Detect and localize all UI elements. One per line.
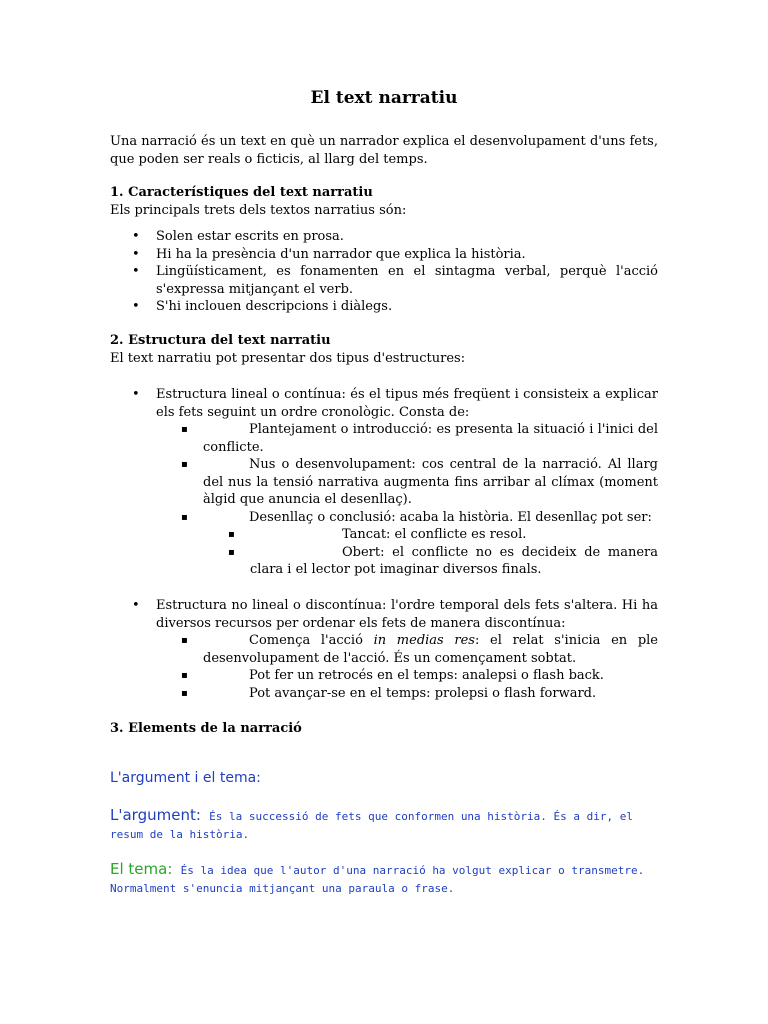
list-item	[156, 667, 658, 685]
list-item-text: Nus o desenvolupament: cos central de la narració. Al llarg del nus la tensió narrativa augmenta fins arribar al clímax (moment àlgid que anuncia el desenllaç).	[203, 457, 658, 507]
list-item: • Hi ha la presència d'un narrador que explica la història.	[110, 246, 658, 264]
argument-tema-subheading: L'argument i el tema:	[110, 770, 261, 786]
list-item: • S'hi inclouen descripcions i diàlegs.	[110, 298, 658, 316]
argument-text: És la successió de fets que conformen una història. És a dir, el resum de la història.	[110, 810, 633, 841]
list-item	[203, 544, 658, 579]
intro-paragraph: Una narració és un text en què un narrador explica el desenvolupament d'uns fets, que poden ser reals o ficticis, al llarg del temps.	[110, 134, 658, 167]
list-item	[156, 456, 658, 509]
section2-lead: El text narratiu pot presentar dos tipus d'estructures:	[110, 351, 466, 366]
list-item	[156, 632, 658, 667]
list-item-text: Obert: el conflicte no es decideix de manera clara i el lector pot imaginar diversos finals.	[250, 544, 658, 577]
lineal-sublist	[156, 421, 658, 579]
list-item: • Solen estar escrits en prosa.	[110, 228, 658, 246]
list-item-text: Tancat: el conflicte es resol.	[342, 527, 527, 542]
document-title: El text narratiu	[310, 88, 458, 108]
desenllac-sublist	[203, 526, 658, 579]
list-item	[156, 509, 658, 579]
tema-definition	[110, 860, 660, 898]
nolineal-sublist	[156, 632, 658, 702]
list-item-nolineal	[110, 597, 658, 702]
tema-text: És la idea que l'autor d'una narració ha volgut explicar o transmetre. Normalment s'enuncia mitjançant una paraula o frase.	[110, 864, 645, 895]
structure-lineal-list	[110, 386, 658, 579]
section1-heading: 1. Característiques del text narratiu	[110, 185, 373, 200]
list-item-text: Comença l'acció	[249, 633, 374, 648]
list-item	[156, 421, 658, 456]
list-item-text: Plantejament o introducció: es presenta la situació i l'inici del conflicte.	[203, 422, 658, 455]
tema-label: El tema:	[110, 860, 173, 878]
latin-phrase: in medias res	[373, 633, 475, 648]
section2-heading: 2. Estructura del text narratiu	[110, 333, 331, 348]
list-item-lineal	[110, 386, 658, 579]
list-item-text: Desenllaç o conclusió: acaba la història. El desenllaç pot ser:	[249, 509, 652, 525]
list-item-text: : el relat s'inicia en ple desenvolupament de l'acció. És un començament sobtat.	[203, 633, 659, 666]
list-item	[156, 685, 658, 703]
argument-definition	[110, 806, 660, 844]
nolineal-text: Estructura no lineal o discontínua: l'ordre temporal dels fets s'altera. Hi ha diversos recursos per ordenar els fets de manera discontínua:	[156, 598, 658, 631]
argument-label: L'argument:	[110, 806, 201, 824]
list-item-text: Pot avançar-se en el temps: prolepsi o flash forward.	[249, 685, 597, 701]
list-item: • Lingüísticament, es fonamenten en el sintagma verbal, perquè l'acció s'expressa mitjançant el verb.	[110, 263, 658, 298]
structure-nolineal-list	[110, 597, 658, 702]
section1-lead: Els principals trets dels textos narratius són:	[110, 203, 407, 218]
lineal-text: Estructura lineal o contínua: és el tipus més freqüent i consisteix a explicar els fets seguint un ordre cronològic. Consta de:	[156, 387, 658, 420]
section3-heading: 3. Elements de la narració	[110, 721, 302, 736]
list-item-text: Pot fer un retrocés en el temps: analepsi o flash back.	[249, 668, 604, 683]
section1-list	[110, 228, 658, 316]
list-item	[203, 526, 658, 544]
